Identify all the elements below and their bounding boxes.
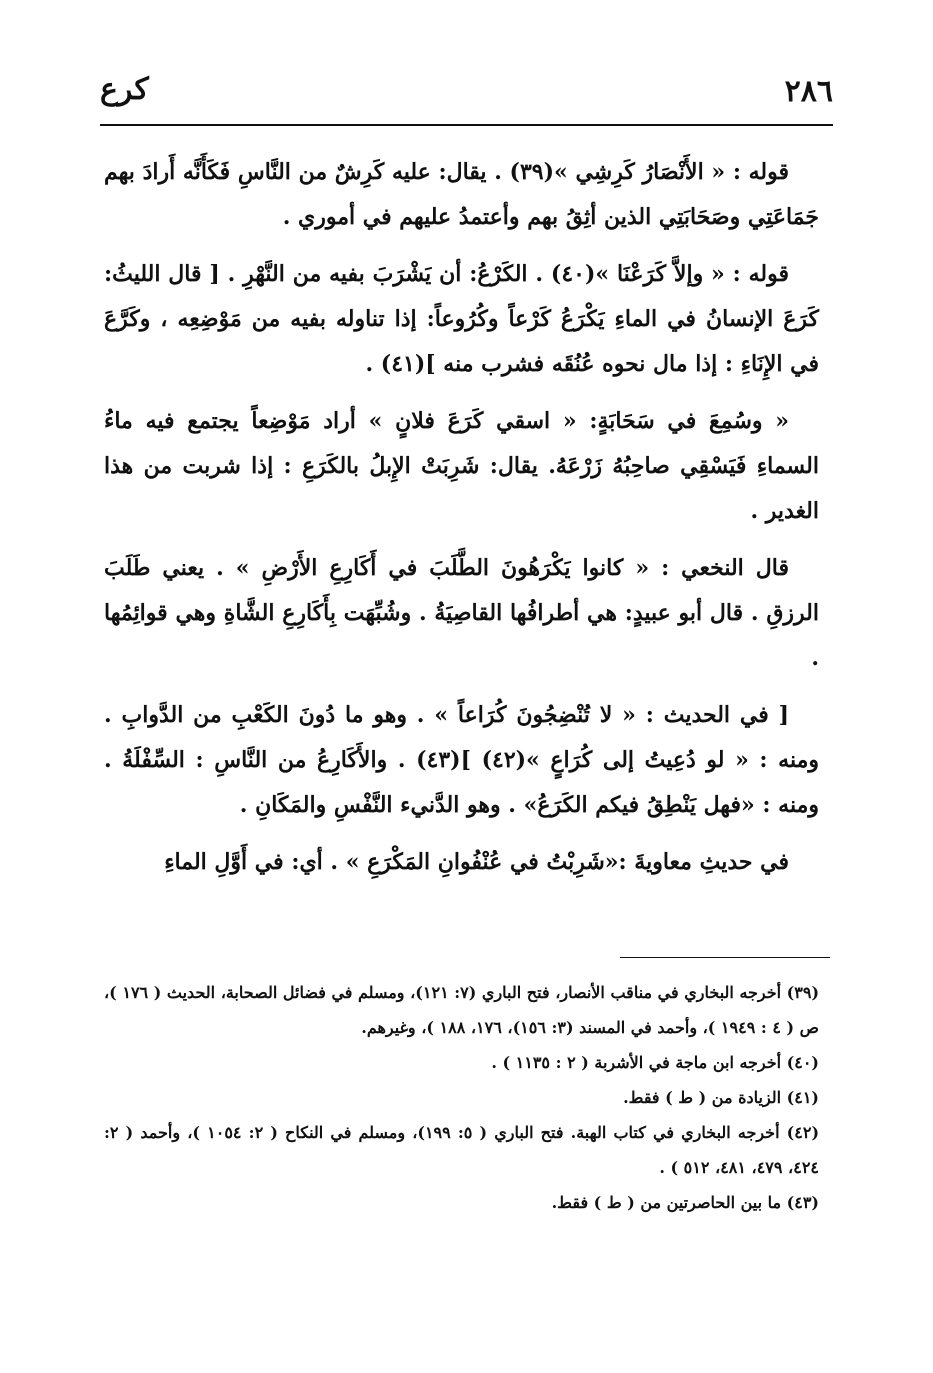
- footnote-divider: [620, 957, 830, 958]
- paragraph: « وسُمِعَ في سَحَابَةٍ: « اسقي كَرَعَ فلانٍ » أراد مَوْضِعاً يجتمع فيه ماءُ السماءِ فَيَسْقِي صاحِبُهُ زَرْعَهُ. يقال: شَرِبَتْ الإِبلُ بالكَرَعِ : إذا شربت من هذا الغدير .: [104, 408, 819, 524]
- page-number: ٢٨٦: [784, 74, 833, 109]
- paragraph: قوله : « الأَنْصَارُ كَرِشِي »(٣٩) . يقال: عليه كَرِشٌ من النَّاسِ فَكَأَنَّه أَرادَ بهم جَمَاعَتِي وصَحَابَتِي الذين أثِقُ بهم وأعتمدُ عليهم في أموري .: [104, 159, 819, 230]
- main-text: [104, 150, 819, 897]
- footnote: (٤٠) أخرجه ابن ماجة في الأشربة ( ٢ : ١١٣٥ ) .: [491, 1053, 819, 1072]
- footnote: (٤٢) أخرجه البخاري في كتاب الهبة. فتح الباري ( ٥: ١٩٩)، ومسلم في النكاح ( ٢: ١٠٥٤ )، وأحمد ( ٢: ٤٢٤، ٤٧٩، ٤٨١، ٥١٢ ) .: [104, 1123, 820, 1177]
- paragraph: قال النخعي : « كانوا يَكْرَهُونَ الطَّلَبَ في أَكَارِعِ الأَرْضِ » . يعني طَلَبَ الرزقِ . قال أبو عبيدٍ: هي أطرافُها القاصِيَةُ . وشُبِّهَت بِأَكَارِعِ الشَّاةِ وهي قوائِمُها .: [104, 555, 820, 671]
- paragraph: في حديثِ معاويةَ :«شَرِبْتُ في عُنْفُوانِ المَكْرَعِ » . أي: في أَوَّلِ الماءِ: [164, 849, 789, 875]
- running-head: كرع: [100, 72, 149, 107]
- footnote: (٤١) الزيادة من ( ط ) فقط.: [623, 1088, 819, 1107]
- footnotes: [104, 975, 819, 1220]
- footnote: (٣٩) أخرجه البخاري في مناقب الأنصار، فتح الباري (٧: ١٢١)، ومسلم في فضائل الصحابة، الحديث ( ١٧٦ )، ص ( ٤ : ١٩٤٩ )، وأحمد في المسند (٣: ١٥٦)، ١٧٦، ١٨٨ )، وغيرهم.: [104, 983, 820, 1037]
- paragraph: قوله : « وإلاَّ كَرَعْنَا »(٤٠) . الكَرْعُ: أن يَشْرَبَ بفيه من النَّهْرِ . [ قال الليثُ: كَرَعَ الإنسانُ في الماءِ يَكْرَعُ كَرْعاً وكُرُوعاً: إذا تناوله بفيه من مَوْضِعِه ، وكَرَّعَ في الإِنَاءِ : إذا مال نحوه عُنُقَه فشرب منه ](٤١) .: [104, 261, 819, 377]
- paragraph: [ في الحديث : « لا تُنْضِجُونَ كُرَاعاً » . وهو ما دُونَ الكَعْبِ من الدَّوابِ . ومنه : « لو دُعِيتُ إلى كُرَاعٍ »(٤٢) ](٤٣) . والأَكَارِعُ من النَّاسِ : السِّفْلَةُ . ومنه : «فهل يَنْطِقُ فيكم الكَرَعُ» . وهو الدَّنيء النَّفْسِ والمَكَانِ .: [104, 702, 819, 818]
- footnote: (٤٣) ما بين الحاصرتين من ( ط ) فقط.: [551, 1193, 819, 1212]
- page-header: [100, 60, 833, 126]
